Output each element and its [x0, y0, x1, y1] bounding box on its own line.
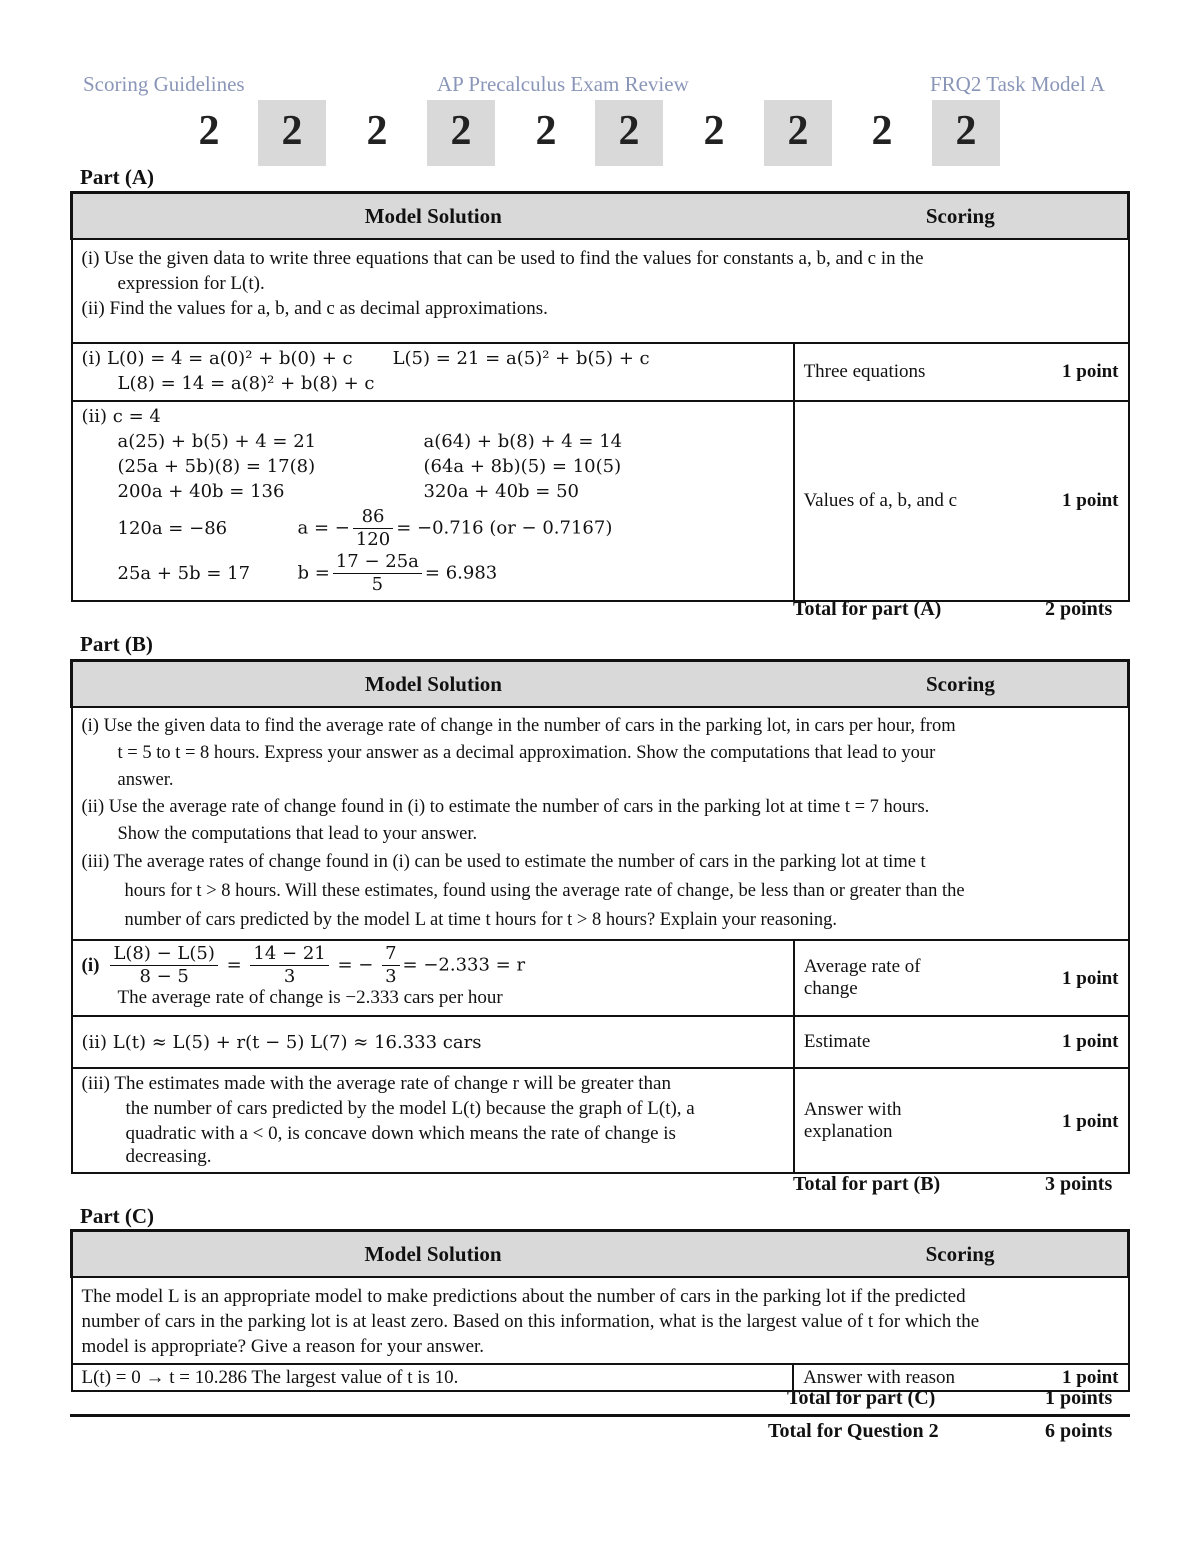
part-a-solution-ii	[72, 401, 794, 601]
question-digit: 2	[764, 100, 832, 166]
score-criterion: Answer with reason	[803, 1366, 956, 1388]
part-a-total-points: 2 points	[1045, 598, 1113, 620]
equation: a(64) + b(8) + 4 = 14	[423, 431, 623, 452]
part-a-score-ii	[794, 401, 1129, 601]
equation: 25a + 5b = 17	[117, 562, 251, 584]
part-a-solution-i	[72, 343, 794, 401]
part-b-score-ii	[794, 1016, 1129, 1068]
question-digit: 2	[258, 100, 326, 166]
fraction	[250, 943, 328, 988]
score-criterion: Values of a, b, and c	[803, 490, 958, 511]
part-a-total-label: Total for part (A)	[793, 598, 942, 620]
part-c-total-points: 1 points	[1045, 1387, 1113, 1409]
equation: 120a = −86	[117, 517, 228, 539]
prompt-text: (i) Use the given data to write three equations that can be used to find the values for constants a, b, and c in the	[81, 248, 924, 269]
part-b-solution-i: (i) $\frac{L(8) - L(5)}{8 - 5}$ = $\frac{14 - 21}{3}$ = − $\frac{7}{3}$ = −2.333 = r The average rate of change is −2.333 cars per hour	[72, 940, 794, 1016]
fraction-numerator: 14 − 21	[250, 943, 328, 966]
equation: L(5) = 21 = a(5)² + b(5) + c	[392, 348, 650, 369]
part-b-solution-ii	[72, 1016, 794, 1068]
solution-text: quadratic with a < 0, is concave down which means the rate of change is	[125, 1123, 676, 1144]
prompt-text: t = 5 to t = 8 hours. Express your answer as a decimal approximation. Show the computations that lead to your	[117, 743, 936, 763]
column-header-solution: Model Solution	[72, 661, 794, 708]
equation: a = −	[297, 517, 350, 539]
score-criterion: Average rate of change	[803, 956, 921, 999]
equation: (64a + 8b)(5) = 10(5)	[423, 456, 622, 477]
part-a-title: Part (A)	[80, 165, 155, 189]
part-a-score-i	[794, 343, 1129, 401]
header-left: Scoring Guidelines	[83, 72, 245, 96]
solution-text: the number of cars predicted by the model L(t) because the graph of L(t), a	[125, 1098, 695, 1119]
fraction-numerator: 7	[382, 943, 399, 966]
solution-text: The average rate of change is −2.333 cars per hour	[117, 987, 503, 1008]
divider	[70, 1414, 1130, 1417]
solution-text: L(t) = 0 → t = 10.286 The largest value of t is 10.	[81, 1367, 459, 1388]
part-b-total-label: Total for part (B)	[793, 1173, 941, 1195]
solution-label: (i)	[81, 954, 100, 976]
solution-text: decreasing.	[125, 1146, 212, 1167]
equation: 320a + 40b = 50	[423, 481, 579, 502]
fraction-denominator: 120	[355, 529, 391, 550]
fraction	[110, 943, 217, 988]
score-points: 1 point	[1062, 968, 1119, 989]
question-total-points: 6 points	[1045, 1420, 1113, 1442]
equation: (ii) L(t) ≈ L(5) + r(t − 5) L(7) ≈ 16.333 cars	[81, 1031, 482, 1053]
score-points: 1 point	[1062, 1031, 1119, 1052]
prompt-text: (i) Use the given data to find the average rate of change in the number of cars in the parking lot, in cars per hour, from	[81, 716, 956, 736]
column-header-scoring: Scoring	[794, 661, 1129, 708]
equation: (i) L(0) = 4 = a(0)² + b(0) + c	[81, 348, 353, 369]
fraction-numerator: 17 − 25a	[333, 551, 422, 574]
question-digit: 2	[871, 108, 893, 154]
question-digit: 2	[703, 108, 725, 154]
equation: L(8) = 14 = a(8)² + b(8) + c	[117, 373, 375, 394]
prompt-text: (ii) Use the average rate of change found in (i) to estimate the number of cars in the parking lot at time t = 7 hours.	[81, 797, 930, 817]
fraction-denominator: 5	[371, 574, 384, 595]
part-b-title: Part (B)	[80, 632, 153, 656]
prompt-text: model is appropriate? Give a reason for your answer.	[81, 1336, 485, 1357]
part-b-score-i	[794, 940, 1129, 1016]
question-digit: 2	[595, 100, 663, 166]
score-criterion: Three equations	[803, 361, 926, 382]
score-points: 1 point	[1062, 1366, 1119, 1388]
part-a-prompt	[72, 239, 1129, 343]
question-digit: 2	[366, 108, 388, 154]
column-header-solution: Model Solution	[72, 193, 794, 240]
equation: a(25) + b(5) + 4 = 21	[117, 431, 317, 452]
score-criterion: Answer with explanation	[803, 1098, 902, 1142]
question-digit: 2	[535, 108, 557, 154]
fraction-denominator: 8 − 5	[139, 966, 189, 987]
solution-text: (iii) The estimates made with the average rate of change r will be greater than	[81, 1073, 671, 1094]
score-points: 1 point	[1062, 361, 1119, 382]
part-c-total-label: Total for part (C)	[787, 1387, 936, 1409]
score-points: 1 point	[1062, 490, 1119, 511]
question-digit: 2	[427, 100, 495, 166]
prompt-text: hours for t > 8 hours. Will these estimates, found using the average rate of change, be less than or greater than the	[124, 881, 965, 901]
part-b-table	[70, 659, 1130, 1174]
column-header-solution: Model Solution	[72, 1231, 794, 1278]
equation: = −2.333 = r	[402, 954, 526, 976]
part-c-prompt	[72, 1277, 1129, 1364]
part-b-score-iii	[794, 1068, 1129, 1173]
fraction	[382, 943, 399, 988]
equation: (25a + 5b)(8) = 17(8)	[117, 456, 316, 477]
header-right: FRQ2 Task Model A	[930, 72, 1105, 96]
part-b-prompt	[72, 707, 1129, 940]
equation: b =	[297, 562, 330, 584]
equation: 200a + 40b = 136	[117, 481, 285, 502]
part-b-total-points: 3 points	[1045, 1173, 1113, 1195]
question-digit: 2	[932, 100, 1000, 166]
score-points: 1 point	[1062, 1110, 1119, 1132]
prompt-text: (ii) Find the values for a, b, and c as decimal approximations.	[81, 298, 548, 319]
fraction	[353, 506, 393, 551]
equation: (ii) c = 4	[81, 406, 161, 427]
prompt-text: The model L is an appropriate model to make predictions about the number of cars in the parking lot if the predicted	[81, 1286, 966, 1307]
part-b-solution-iii	[72, 1068, 794, 1173]
fraction-numerator: L(8) − L(5)	[110, 943, 217, 966]
prompt-text: (iii) The average rates of change found in (i) can be used to estimate the number of cars in the parking lot at time t	[81, 852, 926, 872]
fraction-denominator: 3	[385, 966, 397, 987]
prompt-text: answer.	[117, 770, 174, 790]
part-c-solution	[72, 1364, 794, 1391]
prompt-text: number of cars in the parking lot is at least zero. Based on this information, what is the largest value of t for which the	[81, 1311, 980, 1332]
prompt-text: expression for L(t).	[117, 273, 265, 294]
score-criterion: Estimate	[803, 1031, 871, 1052]
equation: = −0.716 (or − 0.7167)	[396, 517, 613, 539]
question-digit: 2	[198, 108, 220, 154]
prompt-text: number of cars predicted by the model L at time t hours for t > 8 hours? Explain your reasoning.	[124, 910, 838, 930]
part-a-table	[70, 191, 1130, 602]
header-center: AP Precalculus Exam Review	[437, 72, 689, 96]
prompt-text: Show the computations that lead to your answer.	[117, 824, 478, 844]
fraction-numerator: 86	[353, 506, 393, 529]
equation: = 6.983	[424, 562, 498, 584]
question-total-label: Total for Question 2	[768, 1420, 939, 1442]
fraction	[333, 551, 422, 596]
column-header-scoring: Scoring	[794, 193, 1129, 240]
column-header-scoring: Scoring	[793, 1231, 1128, 1278]
part-c-title: Part (C)	[80, 1204, 155, 1228]
part-c-table	[70, 1229, 1130, 1392]
fraction-denominator: 3	[283, 966, 296, 987]
